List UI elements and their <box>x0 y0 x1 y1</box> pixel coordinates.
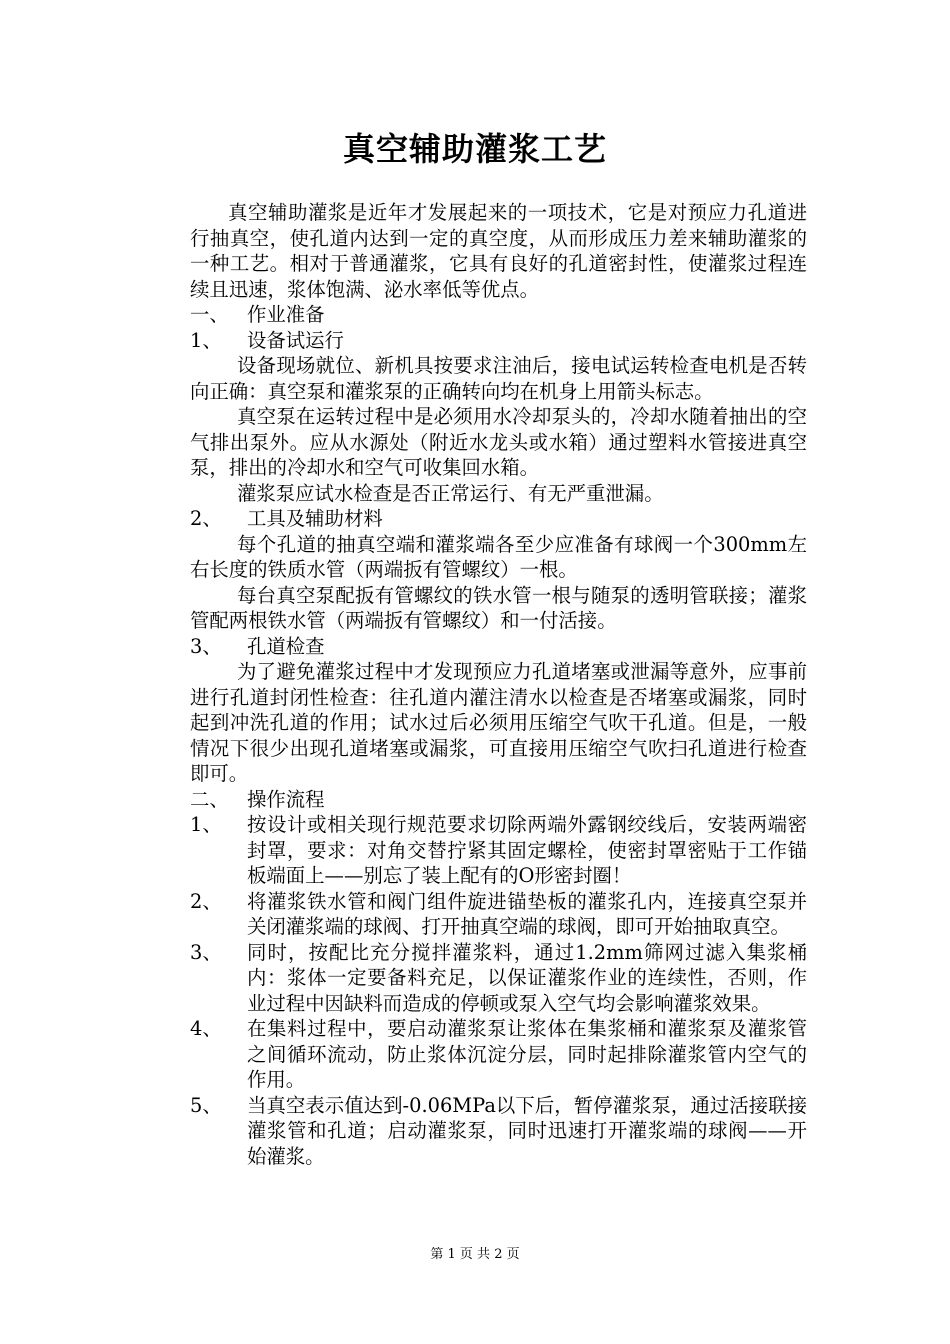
section-1-number: 一、 <box>190 303 229 326</box>
list-item-text: 当真空表示值达到-0.06MPa以下后，暂停灌浆泵，通过活接联接灌浆管和孔道；启动灌浆泵，同时迅速打开灌浆端的球阀——开始灌浆。 <box>247 1093 807 1168</box>
intro-paragraph: 真空辅助灌浆是近年才发展起来的一项技术，它是对预应力孔道进行抽真空，使孔道内达到一定的真空度，从而形成压力差来辅助灌浆的一种工艺。相对于普通灌浆，它具有良好的孔道密封性，使灌浆过程连续且迅速，浆体饱满、泌水率低等优点。 <box>190 201 807 301</box>
list-item-text: 同时，按配比充分搅拌灌浆料，通过1.2mm筛网过滤入集浆桶内：浆体一定要备料充足，以保证灌浆作业的连续性，否则，作业过程中因缺料而造成的停顿或泵入空气均会影响灌浆效果。 <box>247 940 807 1015</box>
subsection-1-title: 设备试运行 <box>247 328 344 352</box>
subsection-1-number: 1、 <box>190 328 222 352</box>
page-footer: 第 1 页 共 2 页 <box>430 1247 520 1262</box>
list-item-text: 在集料过程中，要启动灌浆泵让浆体在集浆桶和灌浆泵及灌浆管之间循环流动，防止浆体沉淀分层，同时起排除灌浆管内空气的作用。 <box>247 1017 807 1091</box>
list-item <box>190 940 807 1017</box>
subsection-3-number: 3、 <box>190 634 222 658</box>
subsection-1-heading <box>190 328 807 354</box>
list-item-text: 按设计或相关现行规范要求切除两端外露钢绞线后，安装两端密封罩，要求：对角交替拧紧其固定螺栓，使密封罩密贴于工作锚板端面上——别忘了装上配有的O形密封圈！ <box>247 813 807 887</box>
paragraph: 真空泵在运转过程中是必须用水冷却泵头的，冷却水随着抽出的空气排出泵外。应从水源处（附近水龙头或水箱）通过塑料水管接进真空泵，排出的冷却水和空气可收集回水箱。 <box>190 405 807 479</box>
document-title: 真空辅助灌浆工艺 <box>342 130 607 168</box>
subsection-3-heading <box>190 634 807 660</box>
list-item-number: 1、 <box>190 813 222 836</box>
list-item-number: 2、 <box>190 889 222 913</box>
section-2-heading <box>190 787 807 813</box>
document-body <box>190 200 807 1169</box>
subsection-2-heading <box>190 506 807 532</box>
paragraph: 为了避免灌浆过程中才发现预应力孔道堵塞或泄漏等意外，应事前进行孔道封闭性检查：往孔道内灌注清水以检查是否堵塞或漏浆，同时起到冲洗孔道的作用；试水过后必须用压缩空气吹干孔道。但是，一般情况下很少出现孔道堵塞或漏浆，可直接用压缩空气吹扫孔道进行检查即可。 <box>190 660 807 785</box>
subsection-2-number: 2、 <box>190 507 222 530</box>
paragraph: 每台真空泵配扳有管螺纹的铁水管一根与随泵的透明管联接；灌浆管配两根铁水管（两端扳有管螺纹）和一付活接。 <box>190 583 807 632</box>
list-item-number: 4、 <box>190 1017 222 1040</box>
section-1-heading <box>190 302 807 328</box>
subsection-3-title: 孔道检查 <box>247 634 325 658</box>
section-1-title: 作业准备 <box>247 303 325 326</box>
list-item-text: 将灌浆铁水管和阀门组件旋进锚垫板的灌浆孔内，连接真空泵并关闭灌浆端的球阀、打开抽真空端的球阀，即可开始抽取真空。 <box>247 889 807 938</box>
list-item <box>190 1016 807 1093</box>
section-2-number: 二、 <box>190 787 229 811</box>
list-item-number: 5、 <box>190 1093 222 1117</box>
subsection-2-title: 工具及辅助材料 <box>247 507 383 530</box>
section-2-title: 操作流程 <box>247 787 325 811</box>
list-item <box>190 812 807 889</box>
paragraph: 灌浆泵应试水检查是否正常运行、有无严重泄漏。 <box>237 481 664 505</box>
list-item-number: 3、 <box>190 940 222 964</box>
list-item <box>190 1093 807 1170</box>
paragraph: 设备现场就位、新机具按要求注油后，接电试运转检查电机是否转向正确：真空泵和灌浆泵的正确转向均在机身上用箭头标志。 <box>190 354 807 403</box>
list-item <box>190 889 807 940</box>
paragraph: 每个孔道的抽真空端和灌浆端各至少应准备有球阀一个300mm左右长度的铁质水管（两端扳有管螺纹）一根。 <box>190 532 807 581</box>
